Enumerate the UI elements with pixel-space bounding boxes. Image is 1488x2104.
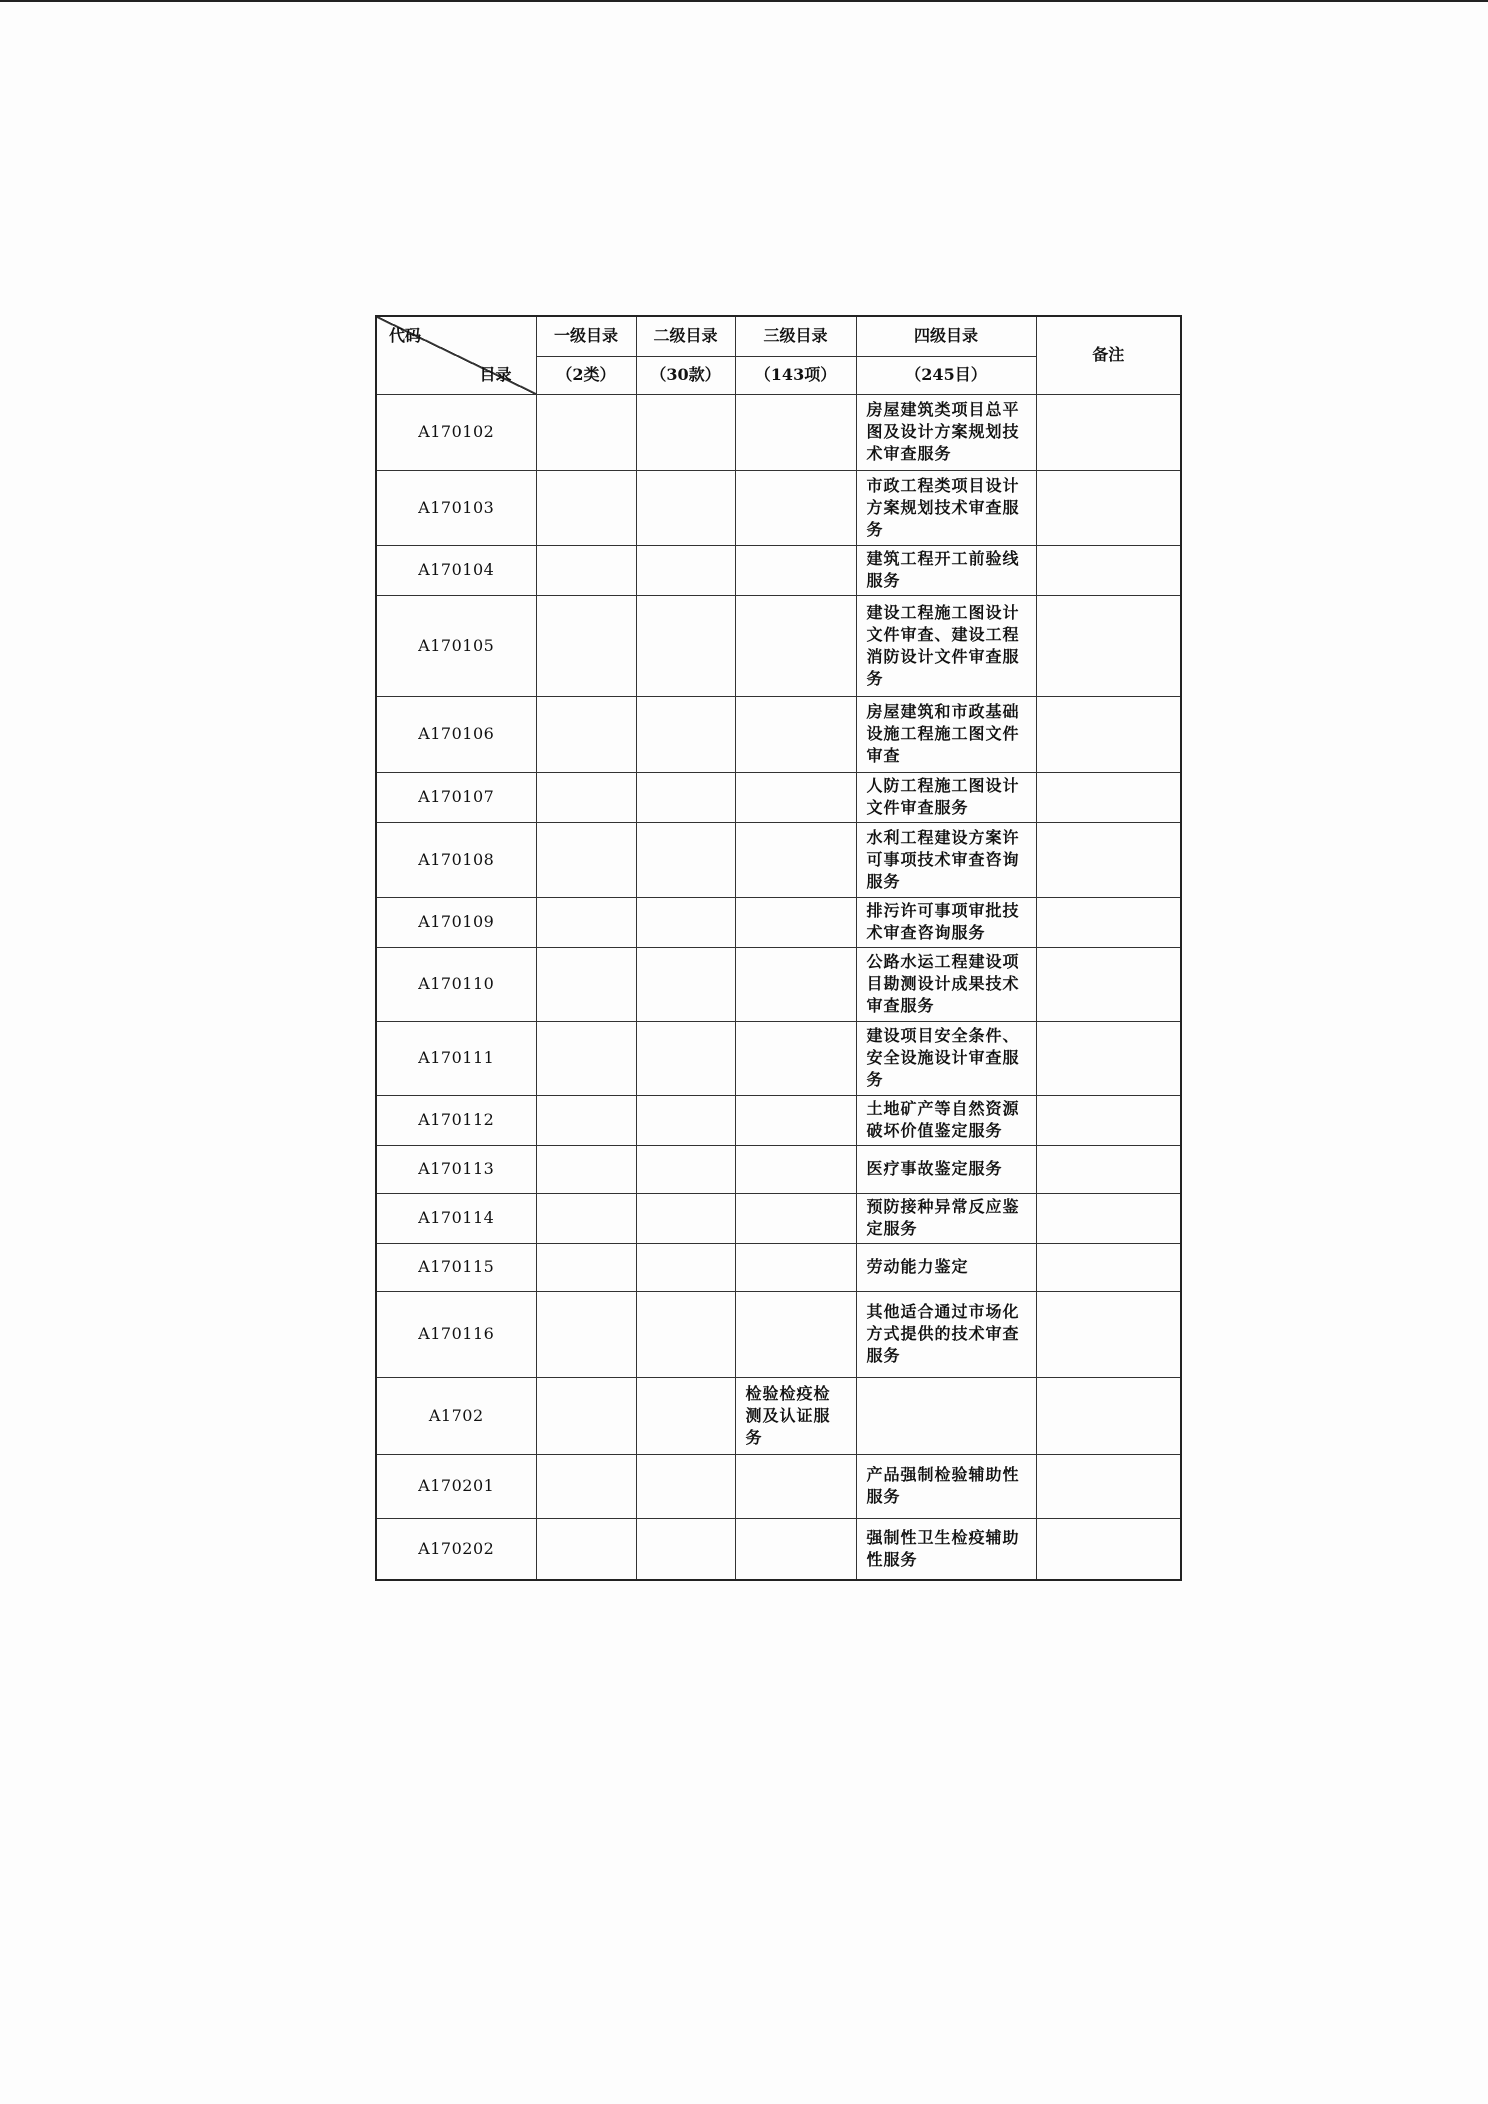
level1-cell [536,595,636,696]
page-top-edge [0,0,1488,2]
level3-count: （143项） [735,356,856,394]
table-row [376,1243,1181,1291]
table-row [376,1377,1181,1454]
level2-cell [636,1454,735,1518]
level4-cell: 医疗事故鉴定服务 [856,1145,1036,1193]
level1-cell [536,772,636,822]
table-row [376,1454,1181,1518]
level3-cell [735,1454,856,1518]
level4-cell: 强制性卫生检疫辅助性服务 [856,1518,1036,1580]
level3-cell [735,545,856,595]
level4-cell: 人防工程施工图设计文件审查服务 [856,772,1036,822]
level1-cell [536,394,636,470]
level2-cell [636,470,735,545]
table-row [376,822,1181,897]
level1-cell [536,1193,636,1243]
level1-header: 一级目录 [536,316,636,356]
remarks-cell [1036,394,1181,470]
level4-cell: 公路水运工程建设项目勘测设计成果技术审查服务 [856,947,1036,1021]
code-cell: A170201 [376,1454,536,1518]
level4-cell: 建设项目安全条件、安全设施设计审查服务 [856,1021,1036,1095]
code-cell: A170108 [376,822,536,897]
code-cell: A170112 [376,1095,536,1145]
level1-cell [536,1291,636,1377]
level3-cell [735,696,856,772]
remarks-cell [1036,696,1181,772]
remarks-cell [1036,1518,1181,1580]
level4-cell: 产品强制检验辅助性服务 [856,1454,1036,1518]
level3-cell [735,1291,856,1377]
level2-cell [636,1021,735,1095]
level3-cell [735,1518,856,1580]
catalog-header-label: 目录 [479,364,512,384]
level4-cell [856,1377,1036,1454]
remarks-cell [1036,822,1181,897]
level3-cell [735,1095,856,1145]
level4-cell: 市政工程类项目设计方案规划技术审查服务 [856,470,1036,545]
level4-cell: 建设工程施工图设计文件审查、建设工程消防设计文件审查服务 [856,595,1036,696]
table-row [376,1518,1181,1580]
level1-cell [536,822,636,897]
level2-cell [636,1518,735,1580]
level1-cell [536,545,636,595]
level2-cell [636,1377,735,1454]
level1-cell [536,696,636,772]
remarks-cell [1036,1021,1181,1095]
level2-cell [636,1145,735,1193]
code-header-label: 代码 [389,326,422,345]
code-cell: A170115 [376,1243,536,1291]
table-row [376,545,1181,595]
level3-cell [735,772,856,822]
remarks-cell [1036,1454,1181,1518]
level4-cell: 劳动能力鉴定 [856,1243,1036,1291]
level2-cell [636,394,735,470]
remarks-cell [1036,545,1181,595]
code-catalog-header-cell [376,316,536,394]
remarks-cell [1036,1243,1181,1291]
remarks-cell [1036,1377,1181,1454]
code-cell: A170103 [376,470,536,545]
level2-cell [636,772,735,822]
code-cell: A170202 [376,1518,536,1580]
table-row [376,696,1181,772]
table-row [376,470,1181,545]
remarks-cell [1036,772,1181,822]
level3-cell [735,897,856,947]
table-row [376,772,1181,822]
level3-cell [735,1193,856,1243]
table-row [376,897,1181,947]
level3-cell: 检验检疫检测及认证服务 [735,1377,856,1454]
level3-cell [735,470,856,545]
table-row [376,394,1181,470]
code-cell: A170104 [376,545,536,595]
level4-cell: 预防接种异常反应鉴定服务 [856,1193,1036,1243]
remarks-cell [1036,1193,1181,1243]
level4-cell: 房屋建筑类项目总平图及设计方案规划技术审查服务 [856,394,1036,470]
remarks-cell [1036,1095,1181,1145]
level3-cell [735,1243,856,1291]
table-row [376,1095,1181,1145]
code-cell: A170114 [376,1193,536,1243]
code-cell: A170109 [376,897,536,947]
level2-cell [636,1291,735,1377]
remarks-cell [1036,897,1181,947]
level2-cell [636,822,735,897]
level3-cell [735,947,856,1021]
remarks-cell [1036,595,1181,696]
level2-cell [636,947,735,1021]
table-row [376,595,1181,696]
level4-count: （245目） [856,356,1036,394]
level1-cell [536,947,636,1021]
level1-cell [536,1145,636,1193]
level4-cell: 水利工程建设方案许可事项技术审查咨询服务 [856,822,1036,897]
level1-cell [536,1095,636,1145]
level4-cell: 排污许可事项审批技术审查咨询服务 [856,897,1036,947]
level3-cell [735,1021,856,1095]
level4-header: 四级目录 [856,316,1036,356]
level1-cell [536,1377,636,1454]
level3-header: 三级目录 [735,316,856,356]
code-cell: A170107 [376,772,536,822]
level1-cell [536,1518,636,1580]
level1-cell [536,470,636,545]
code-cell: A170110 [376,947,536,1021]
level3-cell [735,595,856,696]
code-cell: A170105 [376,595,536,696]
remarks-header: 备注 [1036,316,1181,394]
code-cell: A170113 [376,1145,536,1193]
level1-cell [536,1243,636,1291]
level2-header: 二级目录 [636,316,735,356]
table-row [376,1193,1181,1243]
level2-cell [636,545,735,595]
code-cell: A170106 [376,696,536,772]
level4-cell: 土地矿产等自然资源破坏价值鉴定服务 [856,1095,1036,1145]
catalog-sheet [375,315,1182,1581]
level2-cell [636,1095,735,1145]
code-cell: A1702 [376,1377,536,1454]
level2-cell [636,696,735,772]
table-row [376,1291,1181,1377]
remarks-cell [1036,1145,1181,1193]
catalog-table [375,315,1182,1581]
table-row [376,1145,1181,1193]
level3-cell [735,822,856,897]
table-row [376,1021,1181,1095]
level2-cell [636,1243,735,1291]
level4-cell: 房屋建筑和市政基础设施工程施工图文件审查 [856,696,1036,772]
level4-cell: 其他适合通过市场化方式提供的技术审查服务 [856,1291,1036,1377]
table-row [376,947,1181,1021]
level2-cell [636,897,735,947]
level1-cell [536,1021,636,1095]
level1-count: （2类） [536,356,636,394]
remarks-cell [1036,947,1181,1021]
level1-cell [536,897,636,947]
level1-cell [536,1454,636,1518]
code-cell: A170111 [376,1021,536,1095]
remarks-cell [1036,1291,1181,1377]
remarks-cell [1036,470,1181,545]
level2-count: （30款） [636,356,735,394]
level3-cell [735,394,856,470]
level2-cell [636,595,735,696]
code-cell: A170116 [376,1291,536,1377]
level3-cell [735,1145,856,1193]
level4-cell: 建筑工程开工前验线服务 [856,545,1036,595]
code-cell: A170102 [376,394,536,470]
level2-cell [636,1193,735,1243]
